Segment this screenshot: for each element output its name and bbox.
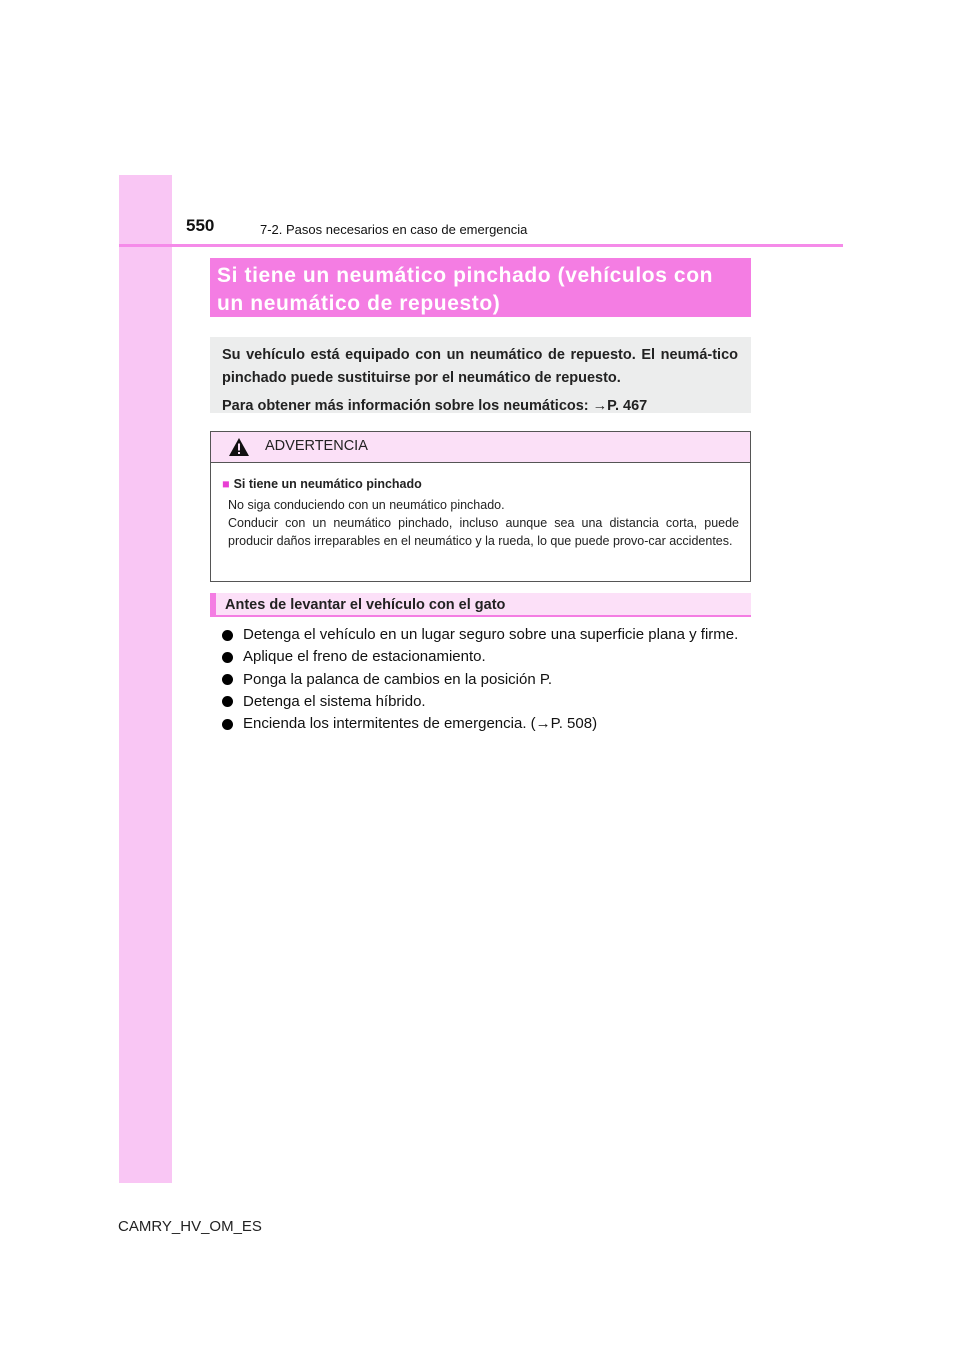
list-item [222, 624, 762, 646]
list-item [222, 691, 762, 713]
warning-triangle-icon [228, 437, 250, 457]
bullet-dot-icon [222, 719, 233, 730]
warning-box [210, 431, 751, 582]
bullet-dot-icon [222, 652, 233, 663]
warning-subtitle [222, 475, 739, 493]
bullet-dot-icon [222, 674, 233, 685]
warning-body [211, 463, 750, 550]
list-item-text: Detenga el sistema híbrido. [243, 692, 426, 710]
intro-box [210, 337, 751, 413]
list-item-text: Ponga la palanca de cambios en la posición P. [243, 670, 553, 688]
bullet-dot-icon [222, 630, 233, 641]
warning-line-2: Conducir con un neumático pinchado, incluso aunque sea una distancia corta, puede producir daños irreparables en el neumático y la rueda, lo que puede provo-car accidentes. [228, 516, 739, 548]
intro-text: Su vehículo está equipado con un neumático de repuesto. El neumá-tico pinchado puede sustituirse por el neumático de repuesto. [222, 347, 738, 386]
footer-code: CAMRY_HV_OM_ES [118, 1218, 262, 1235]
warning-line-1: No siga conduciendo con un neumático pinchado. [228, 498, 505, 512]
header-divider [119, 244, 843, 247]
list-item [222, 713, 762, 735]
side-tab-band [119, 175, 172, 1183]
square-bullet-icon: ■ [222, 477, 230, 491]
intro-reference: Para obtener más información sobre los neumáticos: →P. 467 [222, 398, 648, 414]
list-item-text: Aplique el freno de estacionamiento. [243, 648, 486, 666]
warning-header [211, 432, 750, 463]
list-item-text: Detenga el vehículo en un lugar seguro sobre una superficie plana y firme. [243, 626, 739, 643]
list-item-text: Encienda los intermitentes de emergencia. (→P. 508) [243, 715, 598, 733]
warning-label: ADVERTENCIA [265, 438, 368, 454]
page-title: Si tiene un neumático pinchado (vehículos con un neumático de repuesto) [210, 258, 751, 317]
bullet-dot-icon [222, 696, 233, 707]
page-number: 550 [186, 216, 215, 235]
warning-subtitle-text: Si tiene un neumático pinchado [233, 477, 422, 491]
list-item [222, 646, 762, 668]
subheading: Antes de levantar el vehículo con el gato [210, 593, 751, 617]
bullet-list [222, 624, 762, 735]
list-item [222, 669, 762, 691]
section-title: 7-2. Pasos necesarios en caso de emergencia [260, 222, 528, 237]
